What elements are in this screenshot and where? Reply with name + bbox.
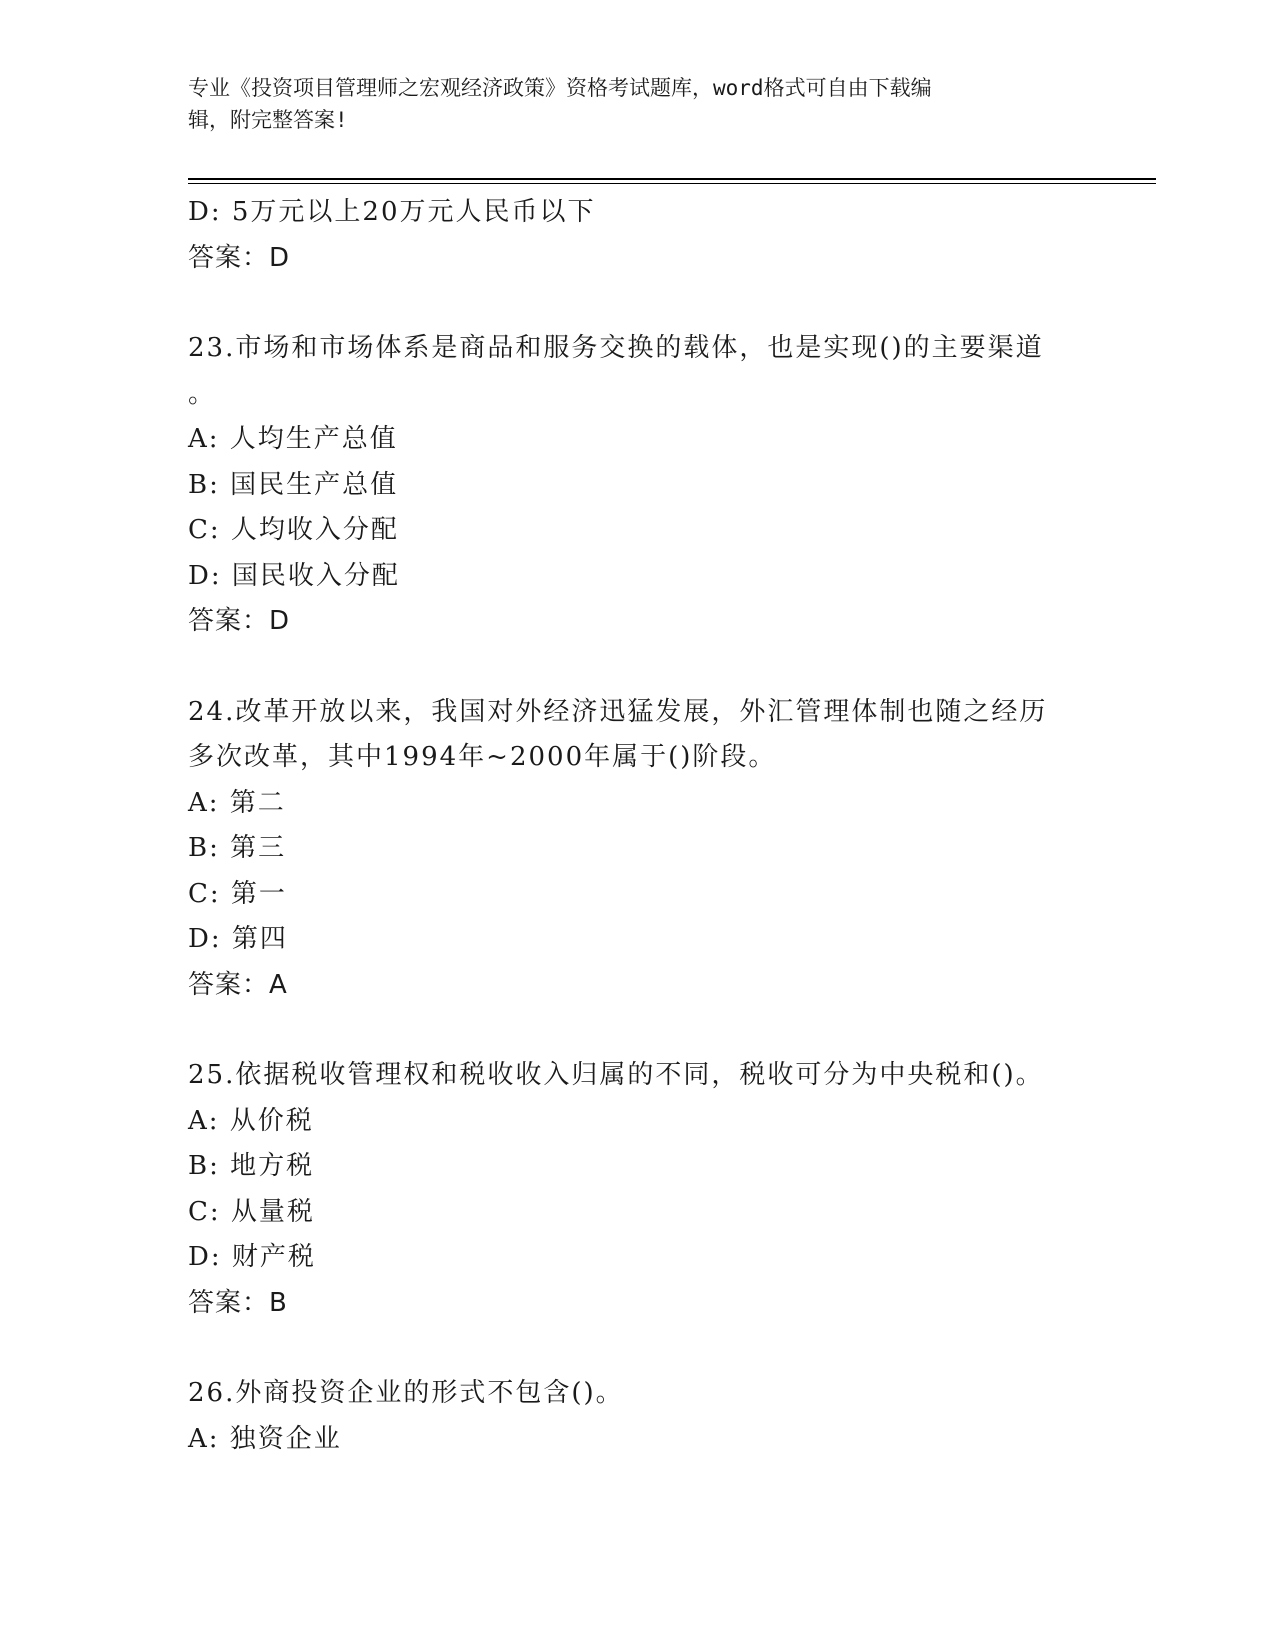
option-d: D: 财产税 [188,1242,316,1272]
option-d: D: 国民收入分配 [188,560,400,591]
question-text-line-1: 25.依据税收管理权和税收收入归属的不同，税收可分为中央税和()。 [188,1060,1044,1090]
option-c: C: 人均收入分配 [188,515,399,545]
question-23 [188,326,1088,645]
option-b: B: 第三 [188,833,287,863]
question-list [188,190,1088,1462]
header-line-1: 专业《投资项目管理师之宏观经济政策》资格考试题库，word格式可自由下载编 [188,76,932,100]
option-c: C: 第一 [188,878,287,909]
option-b: B: 地方税 [188,1151,315,1181]
question-text-line-1: 24.改革开放以来，我国对外经济迅猛发展，外汇管理体制也随之经历 [188,696,1048,727]
option-a: A: 人均生产总值 [188,424,398,454]
option-b: B: 国民生产总值 [188,469,399,500]
question-text-line-1: 26.外商投资企业的形式不包含()。 [188,1378,624,1408]
answer-label: 答案：D [188,606,291,636]
question-text-line-2: 。 [188,378,217,409]
question-26 [188,1371,1088,1462]
answer-label: 答案：B [188,1287,288,1318]
header-divider-thin [188,183,1156,184]
option-a: A: 从价税 [188,1105,314,1136]
answer-label: 答案：D [188,242,291,273]
question-25 [188,1053,1088,1326]
header-divider-thick [188,178,1156,180]
option-a: A: 第二 [188,787,286,818]
question-text-line-1: 23.市场和市场体系是商品和服务交换的载体，也是实现()的主要渠道 [188,333,1044,363]
option-d: D: 第四 [188,924,288,954]
option-c: C: 从量税 [188,1196,315,1227]
question-24 [188,690,1088,1009]
answer-label: 答案：A [188,969,288,1000]
document-header [188,72,1068,136]
option-a: A: 独资企业 [188,1423,342,1454]
option-d: D: 5万元以上20万元人民币以下 [188,197,596,227]
header-line-2: 辑，附完整答案! [188,108,348,132]
question-22-tail [188,190,1088,281]
question-text-line-2: 多次改革，其中1994年~2000年属于()阶段。 [188,742,777,772]
